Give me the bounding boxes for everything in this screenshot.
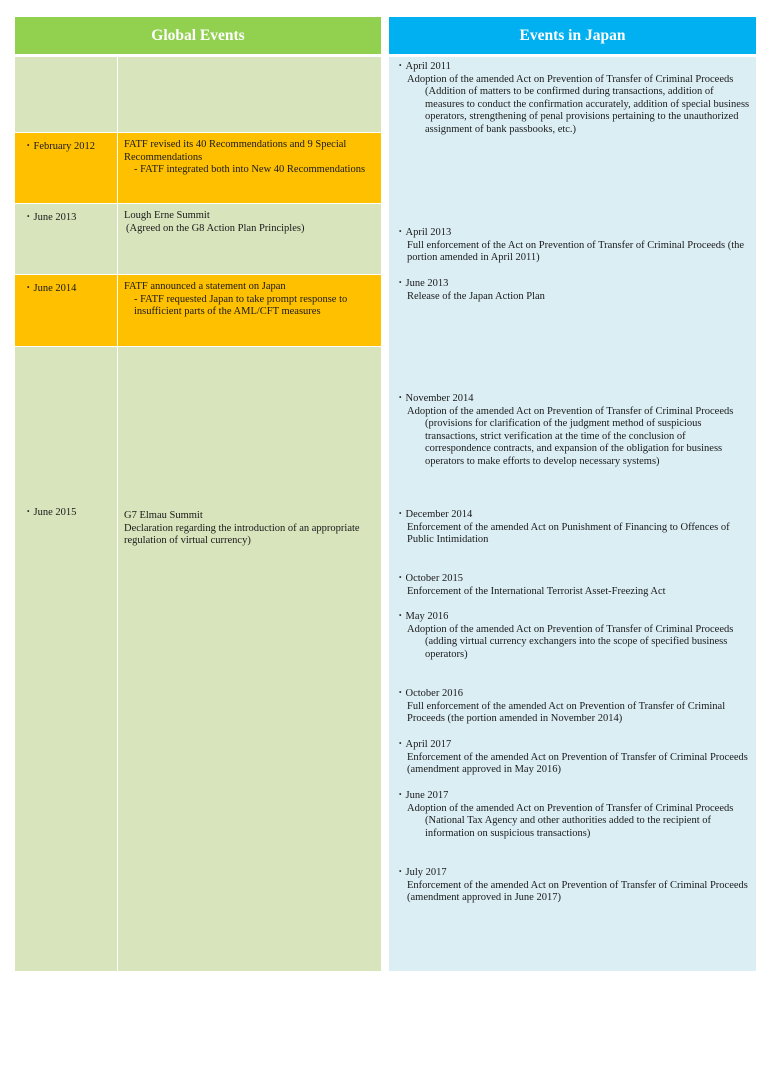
global-row-2-date: ・February 2012 [15, 133, 117, 203]
japan-event-title: Release of the Japan Action Plan [407, 290, 545, 302]
global-row-4-date: ・June 2014 [15, 275, 117, 346]
japan-event-title: Enforcement of the amended Act on Prevention of Transfer of Criminal Proceeds (amendment approved in June 2017) [407, 879, 748, 903]
global-row-5-desc [118, 347, 381, 971]
japan-event-title: Enforcement of the amended Act on Punishment of Financing to Offences of Public Intimidation [407, 521, 730, 545]
japan-event-jul-2017 [395, 867, 751, 905]
japan-event-title: Adoption of the amended Act on Prevention of Transfer of Criminal Proceeds [407, 73, 734, 85]
japan-event-apr-2013 [395, 227, 751, 265]
japan-event-apr-2011 [395, 61, 751, 136]
global-row-3-text: Lough Erne Summit [124, 210, 210, 221]
global-row-3-date: ・June 2013 [15, 204, 117, 274]
japan-event-date: ・December 2014 [395, 509, 473, 520]
japan-event-title: Enforcement of the amended Act on Prevention of Transfer of Criminal Proceeds (amendment approved in May 2016) [407, 751, 748, 775]
global-row-2-sub: - FATF integrated both into New 40 Recommendations [134, 164, 366, 175]
japan-event-date: ・October 2016 [395, 688, 463, 699]
japan-event-date: ・April 2011 [395, 61, 451, 72]
japan-event-date: ・April 2017 [395, 739, 452, 750]
japan-event-jun-2013 [395, 278, 751, 303]
japan-events-column [389, 57, 756, 971]
japan-event-detail: (National Tax Agency and other authorities added to the recipient of information on suspicious transactions) [425, 815, 711, 839]
japan-event-may-2016 [395, 611, 751, 661]
japan-event-title: Adoption of the amended Act on Prevention of Transfer of Criminal Proceeds [407, 623, 734, 635]
global-row-3-desc [118, 204, 381, 274]
japan-event-detail: (Addition of matters to be confirmed during transactions, addition of measures to conduct the confirmation accurately, addition of special business operators, strengthening of penal provisions pertaining to the unauthorized assignment of bank passbooks, etc.) [425, 86, 750, 135]
japan-event-apr-2017 [395, 739, 751, 777]
global-row-4-sub: - FATF requested Japan to take prompt response to insufficient parts of the AML/CFT measures [134, 293, 348, 317]
japan-event-date: ・October 2015 [395, 573, 463, 584]
japan-event-date: ・April 2013 [395, 227, 452, 238]
global-row-1-desc [118, 57, 381, 132]
japan-event-date: ・June 2013 [395, 278, 449, 289]
global-row-5-text: G7 Elmau Summit [124, 510, 203, 521]
global-row-4-desc [118, 275, 381, 346]
japan-events-header: Events in Japan [389, 17, 756, 54]
japan-event-nov-2014 [395, 393, 751, 468]
japan-event-date: ・November 2014 [395, 393, 474, 404]
global-row-4-text: FATF announced a statement on Japan [124, 281, 286, 292]
japan-event-jun-2017 [395, 790, 751, 840]
japan-event-oct-2015 [395, 573, 751, 598]
japan-event-title: Adoption of the amended Act on Prevention of Transfer of Criminal Proceeds [407, 802, 734, 814]
japan-event-oct-2016 [395, 688, 751, 726]
global-row-3-sub: (Agreed on the G8 Action Plan Principles) [126, 222, 305, 234]
japan-event-detail: (provisions for clarification of the judgment method of suspicious transactions, strict verification at the time of the conclusion of correspondence contracts, and expansion of the obligation for business operators to make efforts to develop necessary systems) [425, 418, 723, 467]
global-row-5-date: ・June 2015 [15, 347, 117, 971]
japan-event-date: ・June 2017 [395, 790, 449, 801]
global-row-1-date [15, 57, 117, 132]
global-row-5-sub: Declaration regarding the introduction of an appropriate regulation of virtual currency) [124, 522, 360, 546]
global-events-header: Global Events [15, 17, 381, 54]
global-row-2-desc [118, 133, 381, 203]
global-row-2-text: FATF revised its 40 Recommendations and 9 Special Recommendations [124, 139, 347, 163]
japan-event-dec-2014 [395, 509, 751, 547]
japan-event-title: Adoption of the amended Act on Prevention of Transfer of Criminal Proceeds [407, 405, 734, 417]
japan-event-date: ・July 2017 [395, 867, 447, 878]
japan-event-title: Enforcement of the International Terrorist Asset-Freezing Act [407, 585, 666, 597]
japan-event-date: ・May 2016 [395, 611, 449, 622]
japan-event-title: Full enforcement of the Act on Prevention of Transfer of Criminal Proceeds (the portion amended in April 2011) [407, 239, 745, 263]
japan-event-title: Full enforcement of the amended Act on Prevention of Transfer of Criminal Proceeds (the portion amended in November 2014) [407, 700, 726, 724]
japan-event-detail: (adding virtual currency exchangers into the scope of specified business operators) [425, 636, 728, 660]
